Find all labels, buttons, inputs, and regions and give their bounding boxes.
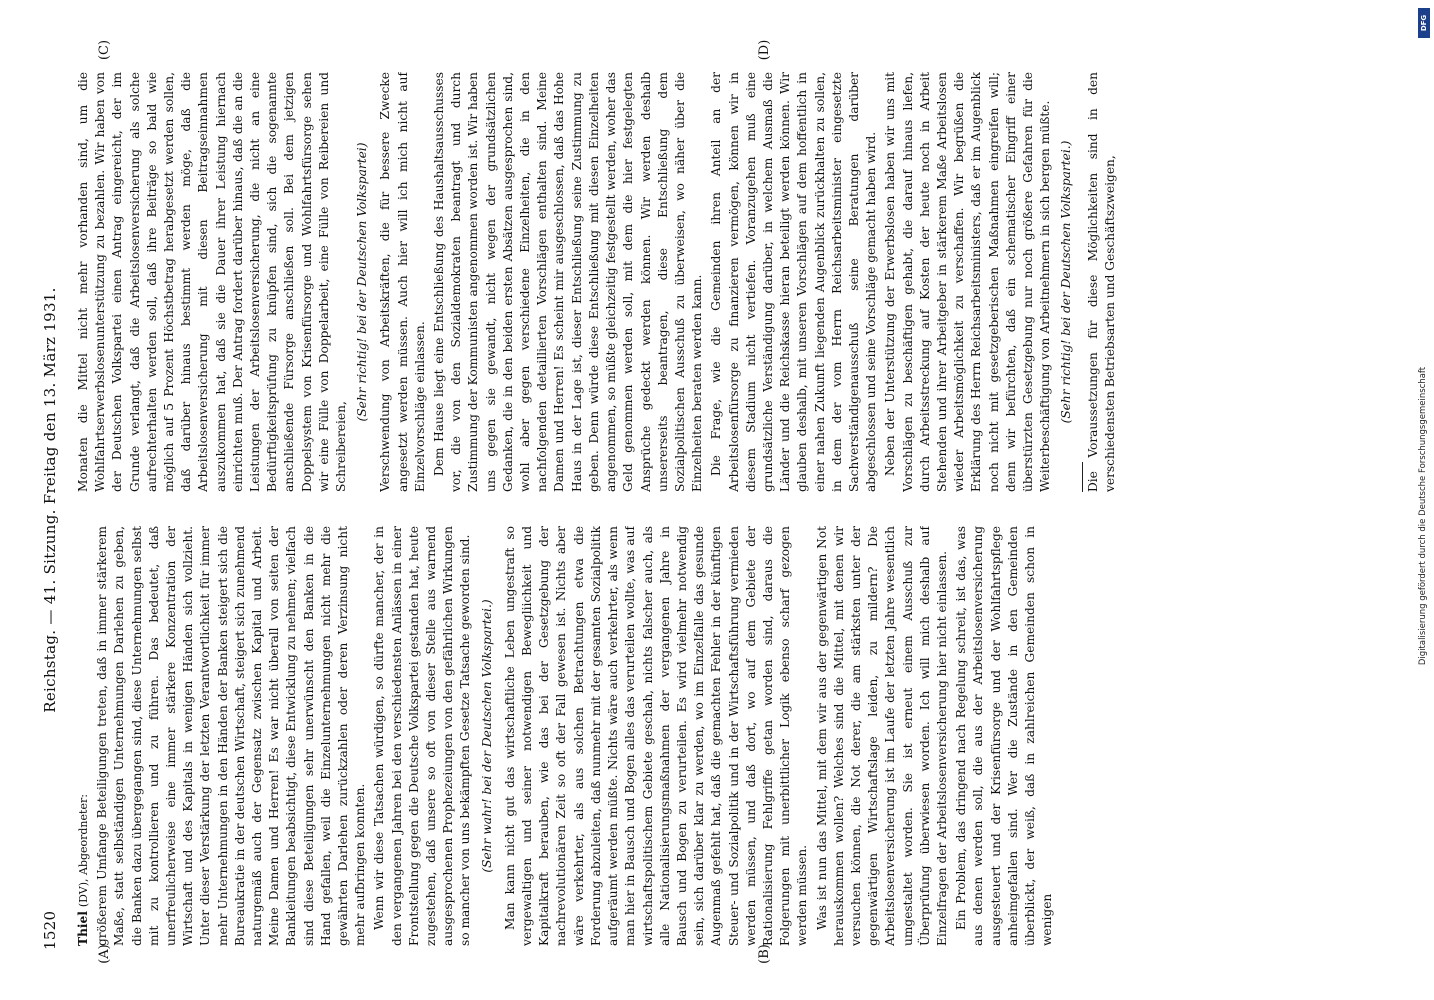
paragraph: Wenn wir diese Tatsachen würdigen, so dürfte mancher, der in den vergangenen Jahren bei den verschiedensten Anlässen in einer Frontstellung gegen die Deutsche Volkspartei gestanden hat, heute zugestehen, daß unsere so oft von dieser Stelle aus warnend ausgesprochenen Prophezeiungen von den gefährlichen Wirkungen so mancher von uns bekämpften Gesetze Tatsache geworden sind. bbox=[372, 526, 473, 946]
paragraph: Monaten die Mittel nicht mehr vorhanden sind, um die Wohlfahrtserwerbslosenunterstützung zu bezahlen. Wir haben von der Deutschen Volkspartei einen Antrag eingereicht, der im Grunde verlangt, daß die Arbeitslosenversicherung als solche aufrechterhalten werden soll, daß ihre Beiträge so bald wie möglich auf 5 Prozent Höchstbetrag herabgesetzt werden sollen, daß darüber hinaus bestimmt werden möge, daß die Arbeitslosenversicherung mit diesen Beitragseinnahmen auszukommen hat, daß sie die Dauer ihrer Leistung hiernach einrichten muß. Der Antrag fordert darüber hinaus, daß die an die Leistungen der Arbeitslosenversicherung, die nicht an eine Bedürftigkeitsprüfung zu knüpfen sind, sich die sogenannte anschließende Fürsorge anschließen soll. Bei dem jetzigen Doppelsystem von Krisenfürsorge und Wohlfahrtsfürsorge sehen wir eine Fülle von Doppelarbeit, eine Fülle von Reibereien und Schreibereien, bbox=[76, 72, 349, 492]
speaker-name: Thiel bbox=[76, 911, 90, 946]
paragraph: größerem Umfange Beteiligungen treten, daß in immer stärkerem Maße, statt selbständigen Unternehmungen Darlehen zu geben, die Banken dazu übergegangen sind, diese Unternehmungen selbst mit zu kontrollieren und zu führen. Das bedeutet, daß unerfreulicherweise eine immer stärkere Konzentration der Wirtschaft und des Kapitals in wenigen Händen sich vollzieht. Unter dieser Verstärkung der letzten Verantwortlichkeit für immer mehr Unternehmungen in den Händen der Banken steigert sich die Bureaukratie in der deutschen Wirtschaft, steigert sich zunehmend naturgemäß auch der Gegensatz zwischen Kapital und Arbeit. Meine Damen und Herren! Es war nicht überall von seiten der Bankleitungen beabsichtigt, diese Entwicklung zu nehmen; vielfach sind diese Beteiligungen sehr unerwünscht den Banken in die Hand gefallen, weil die Einzelunternehmungen nicht mehr die gewährten Darlehen zurückzahlen oder deren Verzinsung nicht mehr aufbringen konnten. bbox=[95, 526, 368, 946]
margin-marker-b: (B) bbox=[757, 944, 772, 964]
margin-marker-c: (C) bbox=[97, 39, 112, 61]
interjection: (Sehr richtig! bei der Deutschen Volkspartei.) bbox=[1059, 140, 1074, 424]
interjection: (Sehr wahr! bei der Deutschen Volkspartei.) bbox=[479, 599, 494, 873]
paragraph: Was ist nun das Mittel, mit dem wir aus der gegenwärtigen Not herauskommen wollen? Welches sind die Mittel, mit denen wir versuchen können, die Not derer, die am stärksten unter der gegenwärtigen Wirtschaftslage leiden, zu mildern? Die Arbeitslosenversicherung ist im Laufe der letzten Jahre wesentlich umgestaltet worden. Sie ist erneut einem Ausschuß zur Überprüfung überwiesen worden. Ich will mich deshalb auf Einzelfragen der Arbeitslosenversicherung hier nicht einlassen. bbox=[814, 526, 949, 946]
right-column bbox=[75, 72, 1375, 492]
interjection: (Sehr richtig! bei der Deutschen Volkspartei) bbox=[355, 142, 370, 422]
digitization-credit bbox=[1416, 46, 1430, 986]
paragraph: Verschwendung von Arbeitskräften, die für bessere Zwecke angesetzt werden müssen. Auch hier will ich mich nicht auf Einzelvorschläge einlassen. bbox=[378, 72, 427, 492]
rotated-page bbox=[37, 39, 1397, 964]
dfg-logo bbox=[1418, 8, 1430, 38]
speaker-line bbox=[75, 526, 92, 946]
dfg-logo-text: DFG bbox=[1420, 14, 1428, 32]
page-header bbox=[41, 50, 69, 950]
paragraph: Neben der Unterstützung der Erwerbslosen haben wir uns mit Vorschlägen zu beschäftigen gehabt, die darauf hinaus liefen, durch Arbeitsstreckung auf Kosten der heute noch in Arbeit Stehenden und ihrer Arbeitgeber in stärkerem Maße Arbeitslosen wieder Arbeitsmöglichkeit zu verschaffen. Wir begrüßen die Erklärung des Herrn Reichsarbeitsministers, daß er im Augenblick noch nicht mit gesetzgeberischen Maßnahmen eingreifen will; denn wir befürchten, daß ein schematischer Eingriff einer überstürzten Gesetzgebung nur noch größere Gefahren für die Weiterbeschäftigung von Arbeitnehmern in sich bergen müßte. bbox=[883, 72, 1053, 492]
margin-marker-d: (D) bbox=[757, 39, 772, 61]
page-title: Reichstag. — 41. Sitzung. Freitag den 13. März 1931. bbox=[41, 287, 59, 713]
paragraph: Die Frage, wie die Gemeinden ihren Anteil an der Arbeitslosenfürsorge zu finanzieren vermögen, können wir in diesem Stadium nicht vertiefen. Voranzugehen muß eine grundsätzliche Verständigung darüber, in welchem Ausmaß die Länder und die Reichskasse hieran beteiligt werden können. Wir glauben deshalb, mit unseren Vorschlägen auf dem hoffentlich in einer nahen Zukunft liegenden Augenblick zurückhalten zu sollen, in dem der vom Herrn Reichsarbeitsminister eingesetzte Sachverständigenausschuß seine Beratungen darüber abgeschlossen und seine Vorschläge gemacht haben wird. bbox=[709, 72, 879, 492]
credit-text: Digitalisierung gefördert durch die Deutsche Forschungsgemeinschaft bbox=[1418, 366, 1428, 666]
speaker-role: (DV), Abgeordneter: bbox=[77, 794, 90, 908]
separator-rule bbox=[1082, 462, 1083, 492]
margin-marker-a: (A) bbox=[97, 944, 112, 964]
paragraph: Dem Hause liegt eine Entschließung des Haushaltsausschusses vor, die von den Sozialdemokraten beantragt und durch Zustimmung der Kommunisten angenommen worden ist. Wir haben uns gegen sie gewandt, nicht wegen der grundsätzlichen Gedanken, die in den beiden ersten Absätzen ausgesprochen sind, wohl aber gegen verschiedene Einzelheiten, die in den nachfolgenden detaillierten Vorschlägen enthalten sind. Meine Damen und Herren! Es scheint mir ausgeschlossen, daß das Hohe Haus in der Lage ist, dieser Entschließung seine Zustimmung zu geben. Denn würde diese Entschließung mit diesen Einzelheiten angenommen, so müßte gleichzeitig festgestellt werden, woher das Geld genommen werden soll, mit dem die hier festgelegten Ansprüche gedeckt werden können. Wir werden deshalb unsererseits beantragen, diese Entschließung dem Sozialpolitischen Ausschuß zu überweisen, wo näher über die Einzelheiten beraten werden kann. bbox=[432, 72, 705, 492]
paragraph: Man kann nicht gut das wirtschaftliche Leben ungestraft so vergewaltigen und seiner notwendigen Bewegliichkeit und Kapitalkraft berauben, wie das bei der Gesetzgebung der nachrevolutionären Zeit so oft der Fall gewesen ist. Nichts aber wäre verkehrter, als aus solchen Betrachtungen etwa die Forderung abzuleiten, daß nunmehr mit der gesamten Sozialpolitik aufgeräumt werden müßte. Nichts wäre auch verkehrter, als wenn man hier in Bausch und Bogen alles das verurteilen wollte, was auf wirtschaftspolitischem Gebiete geschah, nichts falscher auch, als alle Nationalisierungsmaßnahmen der vergangenen Jahre in Bausch und Bogen zu verurteilen. Es wird vielmehr notwendig sein, sich darüber klar zu werden, wo im Einzelfalle das gesunde Augenmaß gefehlt hat, daß die gemachten Fehler in der künftigen Steuer- und Sozialpolitik und in der Wirtschaftsführung vermieden werden müssen, und daß dort, wo auf dem Gebiete der Rationalisierung Fehlgriffe getan worden sind, daraus die Folgerungen mit unerbittlicher Logik ebenso scharf gezogen werden müssen. bbox=[502, 526, 810, 946]
page-number: 1520 bbox=[41, 910, 59, 950]
paragraph: Die Voraussetzungen für diese Möglichkeiten sind in den verschiedensten Betriebsarten und Geschäftszweigen, bbox=[1085, 72, 1117, 492]
paragraph: Ein Problem, das dringend nach Regelung schreit, ist das, was aus denen werden soll, die aus der Arbeitslosenversicherung ausgesteuert und der Krisenfürsorge und der Wohlfahrtspflege anheimgefallen sind. Wer die Zustände in den Gemeinden überblickt, der weiß, daß in zahlreichen Gemeinden schon in wenigen bbox=[954, 526, 1055, 946]
left-column bbox=[75, 526, 1375, 946]
